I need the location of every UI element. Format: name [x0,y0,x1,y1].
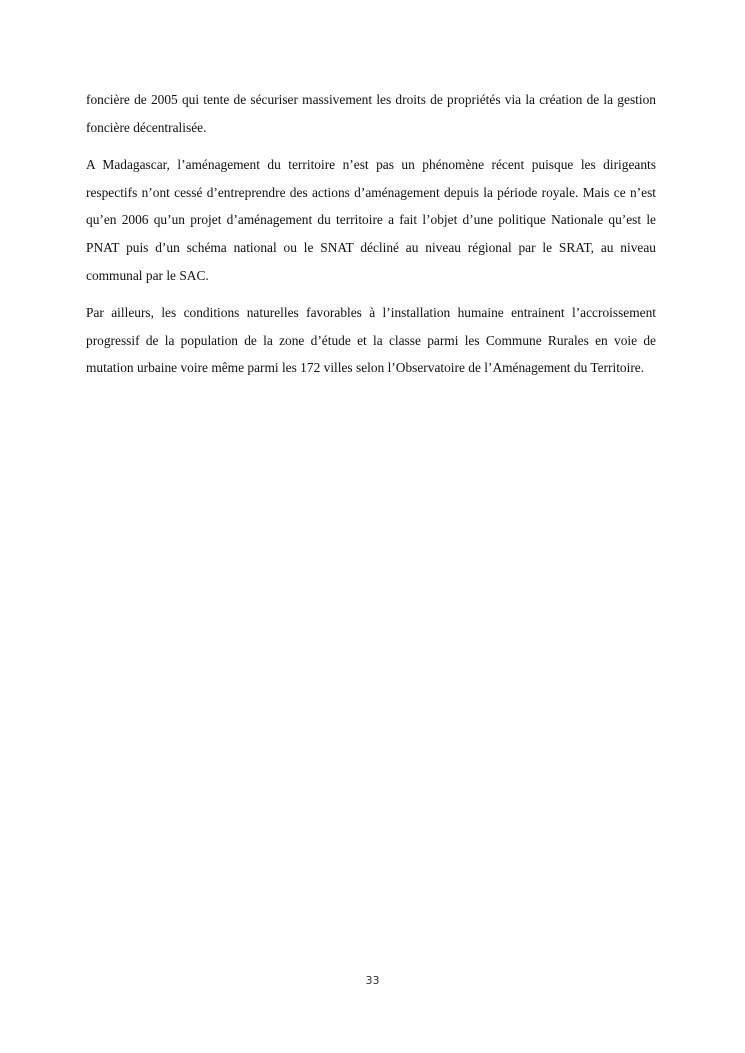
document-body [86,86,656,392]
paragraph-fonciere: foncière de 2005 qui tente de sécuriser massivement les droits de propriétés via la création de la gestion foncière décentralisée. [86,92,656,135]
paragraph-conditions-naturelles: Par ailleurs, les conditions naturelles favorables à l’installation humaine entrainent l’accroissement progressif de la population de la zone d’étude et la classe parmi les Commune Rurales en voie de mutation urbaine voire même parmi les 172 villes selon l’Observatoire de l’Aménagement du Territoire. [86,305,656,376]
paragraph-madagascar: A Madagascar, l’aménagement du territoire n’est pas un phénomène récent puisque les dirigeants respectifs n’ont cessé d’entreprendre des actions d’aménagement depuis la période royale. Mais ce n’est qu’en 2006 qu’un projet d’aménagement du territoire a fait l’objet d’une politique Nationale qu’est le PNAT puis d’un schéma national ou le SNAT décliné au niveau régional par le SRAT, au niveau communal par le SAC. [86,157,656,283]
page-number: 33 [365,974,380,987]
